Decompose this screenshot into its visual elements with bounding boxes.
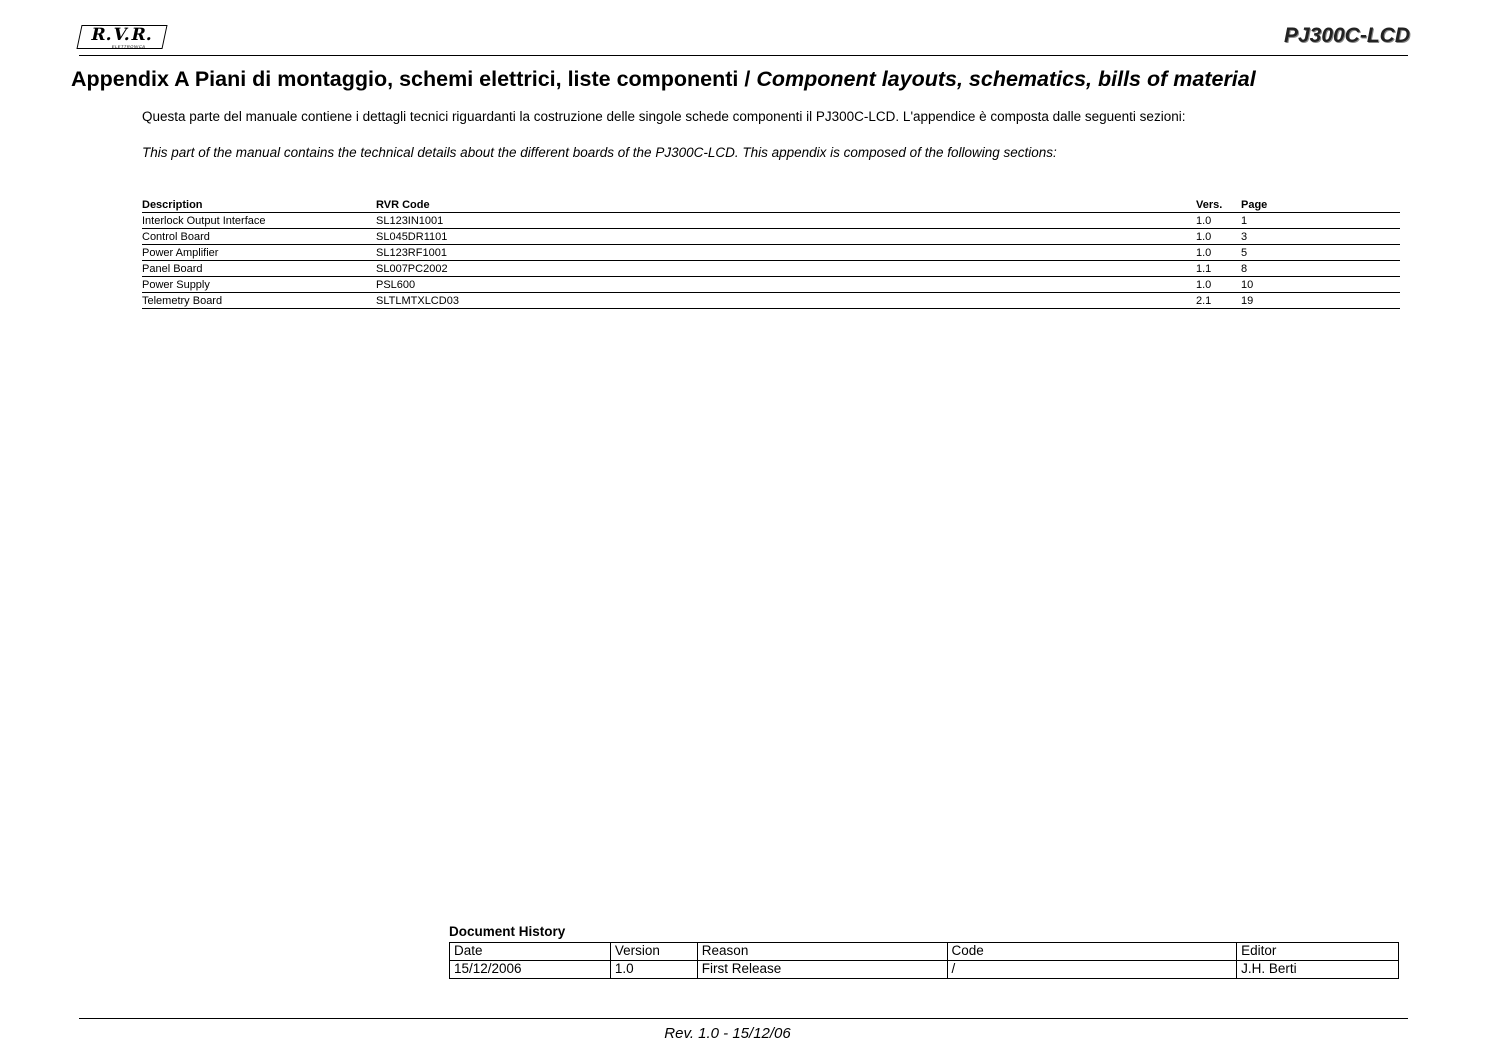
row-page: 19	[1241, 295, 1254, 307]
header-page: Page	[1241, 199, 1268, 211]
page-title	[71, 67, 1256, 92]
footer-divider	[79, 1018, 1408, 1019]
row-code: SLTLMTXLCD03	[376, 295, 459, 307]
history-code: /	[947, 961, 1237, 979]
row-version: 1.1	[1196, 263, 1212, 275]
row-code: SL007PC2002	[376, 263, 448, 275]
table-row	[142, 229, 1400, 245]
history-header-reason: Reason	[697, 943, 947, 961]
row-code: SL123IN1001	[376, 215, 444, 227]
history-header-version: Version	[610, 943, 697, 961]
history-header-code: Code	[947, 943, 1237, 961]
row-description: Power Amplifier	[142, 247, 219, 259]
logo-text: R.V.R.	[89, 25, 156, 45]
row-page: 5	[1241, 247, 1248, 259]
table-row	[142, 213, 1400, 229]
row-version: 1.0	[1196, 215, 1212, 227]
row-description: Power Supply	[142, 279, 210, 291]
row-code: SL123RF1001	[376, 247, 447, 259]
intro-english: This part of the manual contains the technical details about the different boards of the PJ300C-LCD. This appendix is composed of the following sections:	[142, 145, 1057, 160]
row-code: PSL600	[376, 279, 416, 291]
row-description: Telemetry Board	[142, 295, 223, 307]
sections-table	[142, 197, 1400, 309]
history-header-row	[450, 943, 1399, 961]
document-history-title: Document History	[449, 924, 566, 939]
history-version: 1.0	[610, 961, 697, 979]
row-version: 1.0	[1196, 279, 1212, 291]
table-row	[142, 245, 1400, 261]
header-code: RVR Code	[376, 199, 430, 211]
document-history-table	[449, 942, 1399, 979]
history-header-editor: Editor	[1237, 943, 1399, 961]
header-description: Description	[142, 199, 203, 211]
row-description: Interlock Output Interface	[142, 215, 266, 227]
row-version: 1.0	[1196, 247, 1212, 259]
history-header-date: Date	[450, 943, 611, 961]
row-page: 3	[1241, 231, 1248, 243]
model-name: PJ300C-LCD	[1283, 24, 1410, 47]
table-row	[142, 277, 1400, 293]
intro-italian: Questa parte del manuale contiene i dettagli tecnici riguardanti la costruzione delle singole schede componenti il PJ300C-LCD. L'appendice è composta dalle seguenti sezioni:	[142, 109, 1186, 124]
history-row	[450, 961, 1399, 979]
row-page: 8	[1241, 263, 1248, 275]
row-description: Control Board	[142, 231, 210, 243]
rvr-logo	[76, 25, 167, 49]
table-row	[142, 293, 1400, 309]
row-page: 10	[1241, 279, 1254, 291]
header-version: Vers.	[1196, 199, 1223, 211]
row-page: 1	[1241, 215, 1248, 227]
history-editor: J.H. Berti	[1237, 961, 1399, 979]
history-reason: First Release	[697, 961, 947, 979]
row-version: 2.1	[1196, 295, 1212, 307]
title-italic: Component layouts, schematics, bills of material	[756, 67, 1256, 91]
sections-header-row	[142, 197, 1400, 213]
logo-subtext: ELETTRONICA	[111, 44, 147, 49]
history-date: 15/12/2006	[450, 961, 611, 979]
row-version: 1.0	[1196, 231, 1212, 243]
table-row	[142, 261, 1400, 277]
row-code: SL045DR1101	[376, 231, 448, 243]
title-prefix: Appendix A Piani di montaggio, schemi elettrici, liste componenti /	[71, 67, 757, 91]
header-divider	[79, 55, 1408, 56]
row-description: Panel Board	[142, 263, 203, 275]
footer-revision: Rev. 1.0 - 15/12/06	[664, 1025, 791, 1042]
